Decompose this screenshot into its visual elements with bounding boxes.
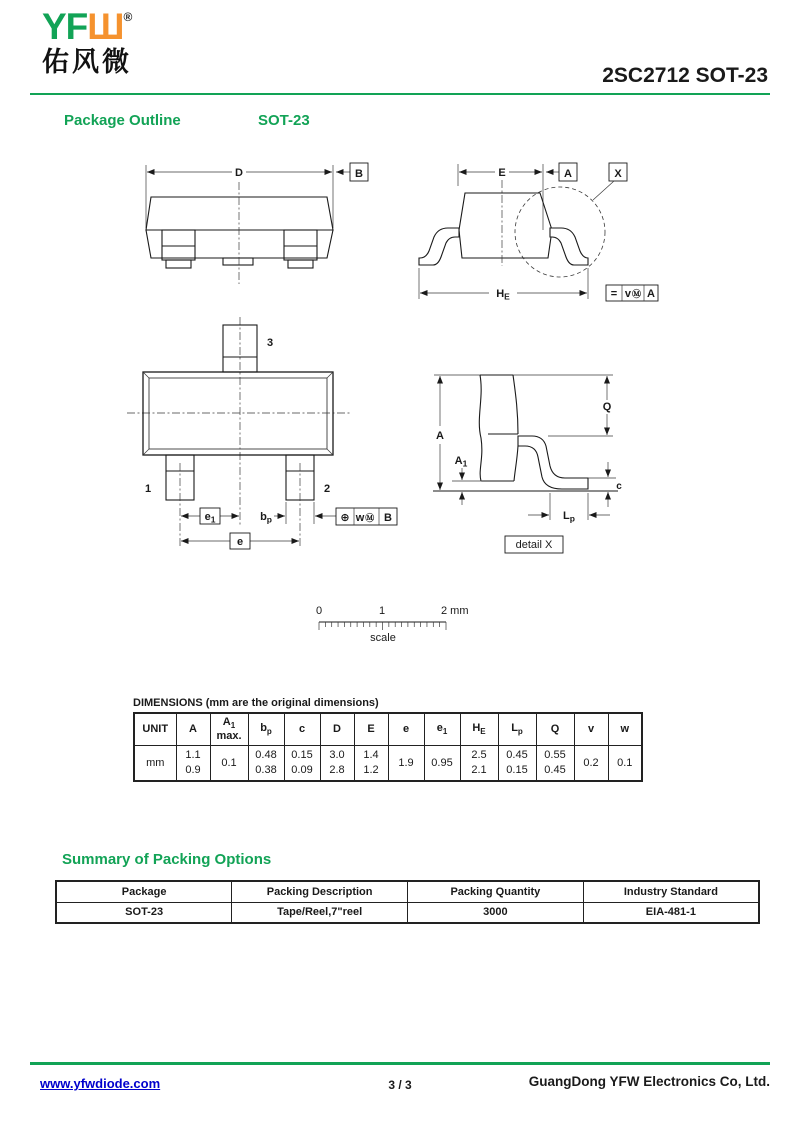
packing-col-description: Packing Description — [232, 881, 408, 902]
col-a: A — [176, 713, 210, 745]
col-v: v — [574, 713, 608, 745]
logo-mark-orange: Ш — [87, 6, 124, 47]
dimensions-value-row — [134, 745, 642, 781]
detail-caption: detail X — [515, 539, 553, 551]
detail-x-drawing — [420, 358, 640, 563]
company-name: GuangDong YFW Electronics Co, Ltd. — [528, 1074, 770, 1089]
tolerance-frame-w — [336, 508, 397, 525]
scale-tick-0: 0 — [315, 605, 323, 617]
pin-1-label: 1 — [144, 483, 152, 495]
pin-2-label: 2 — [323, 483, 331, 495]
cell-a: 1.1 0.9 — [176, 745, 210, 781]
cell-d: 3.0 2.8 — [320, 745, 354, 781]
packing-heading: Summary of Packing Options — [62, 851, 272, 868]
top-view-drawing — [115, 315, 425, 555]
col-bp: $b_p$ — [248, 713, 284, 745]
dim-label-bp: $b_p$ — [260, 511, 272, 525]
col-q: Q — [536, 713, 574, 745]
logo-chinese-text: 佑风微 — [42, 47, 132, 77]
dim-label-e: E — [498, 167, 506, 179]
dim-label-e: e — [236, 536, 244, 548]
packing-cell-description: Tape/Reel,7"reel — [232, 902, 408, 923]
scale-caption: scale — [370, 632, 396, 644]
side-view-drawing — [403, 152, 678, 312]
packing-cell-quantity: 3000 — [408, 902, 584, 923]
package-name: SOT-23 — [258, 112, 310, 129]
packing-col-standard: Industry Standard — [583, 881, 759, 902]
cell-e1: 0.95 — [424, 745, 460, 781]
detail-label-x: X — [614, 168, 622, 180]
page-number: 3 / 3 — [388, 1078, 412, 1092]
packing-col-package: Package — [56, 881, 232, 902]
datum-label-a: A — [564, 168, 572, 180]
datum-label-b: B — [355, 168, 363, 180]
document-title: 2SC2712 SOT-23 — [602, 64, 768, 87]
col-e-cap: E — [354, 713, 388, 745]
col-e: e — [388, 713, 424, 745]
cell-w: 0.1 — [608, 745, 642, 781]
cell-lp: 0.45 0.15 — [498, 745, 536, 781]
col-a1: $A_1$ max. — [210, 713, 248, 745]
cell-e: 1.9 — [388, 745, 424, 781]
position-symbol: ⊕ — [340, 512, 350, 524]
scale-bar — [298, 598, 508, 648]
dim-label-he: $H_E$ — [496, 288, 510, 302]
cell-unit: mm — [134, 745, 176, 781]
dim-label-d: D — [235, 167, 243, 179]
header-divider — [30, 93, 770, 95]
logo-text-green: YF — [42, 6, 88, 47]
tolerance-symbol: = — [610, 288, 618, 300]
scale-tick-1: 1 — [378, 605, 386, 617]
packing-table — [55, 880, 760, 924]
cell-q: 0.55 0.45 — [536, 745, 574, 781]
packing-col-quantity: Packing Quantity — [408, 881, 584, 902]
col-c: c — [284, 713, 320, 745]
dim-label-e1: $e_1$ — [204, 511, 216, 525]
cell-e-cap: 1.4 1.2 — [354, 745, 388, 781]
tolerance-value: vⓂ — [624, 288, 642, 300]
scale-tick-2: 2 mm — [441, 605, 469, 617]
cell-he: 2.5 2.1 — [460, 745, 498, 781]
dimensions-header-row — [134, 713, 642, 745]
col-w: w — [608, 713, 642, 745]
packing-header-row — [56, 881, 759, 902]
dimensions-section — [133, 697, 643, 782]
packing-cell-package: SOT-23 — [56, 902, 232, 923]
dim-label-c: c — [616, 481, 622, 492]
dim-label-lp: $L_p$ — [563, 510, 575, 524]
cell-v: 0.2 — [574, 745, 608, 781]
dim-label-a1: $A_1$ — [454, 455, 468, 469]
tolerance-datum: B — [384, 512, 392, 524]
packing-value-row — [56, 902, 759, 923]
col-e1: $e_1$ — [424, 713, 460, 745]
tolerance-frame-v — [606, 285, 658, 301]
cell-a1: 0.1 — [210, 745, 248, 781]
dimensions-title: DIMENSIONS (mm are the original dimensions) — [133, 697, 379, 709]
dimensions-table — [133, 712, 643, 782]
section-title: Package Outline — [64, 112, 181, 129]
pin-3-label: 3 — [267, 337, 274, 349]
dim-label-q: Q — [602, 401, 612, 413]
website-link[interactable]: www.yfwdiode.com — [40, 1076, 161, 1091]
dim-label-a: A — [436, 430, 444, 442]
front-view-drawing — [122, 152, 382, 300]
tolerance-value: wⓂ — [355, 512, 375, 524]
col-he: $H_E$ — [460, 713, 498, 745]
yfw-logo — [42, 8, 132, 76]
cell-c: 0.15 0.09 — [284, 745, 320, 781]
registered-trademark-icon: ® — [123, 10, 133, 24]
packing-cell-standard: EIA-481-1 — [583, 902, 759, 923]
col-unit: UNIT — [134, 713, 176, 745]
cell-bp: 0.48 0.38 — [248, 745, 284, 781]
footer-divider — [30, 1062, 770, 1065]
col-d: D — [320, 713, 354, 745]
col-lp: $L_p$ — [498, 713, 536, 745]
scale-ticks — [319, 622, 446, 630]
tolerance-datum: A — [647, 288, 655, 300]
